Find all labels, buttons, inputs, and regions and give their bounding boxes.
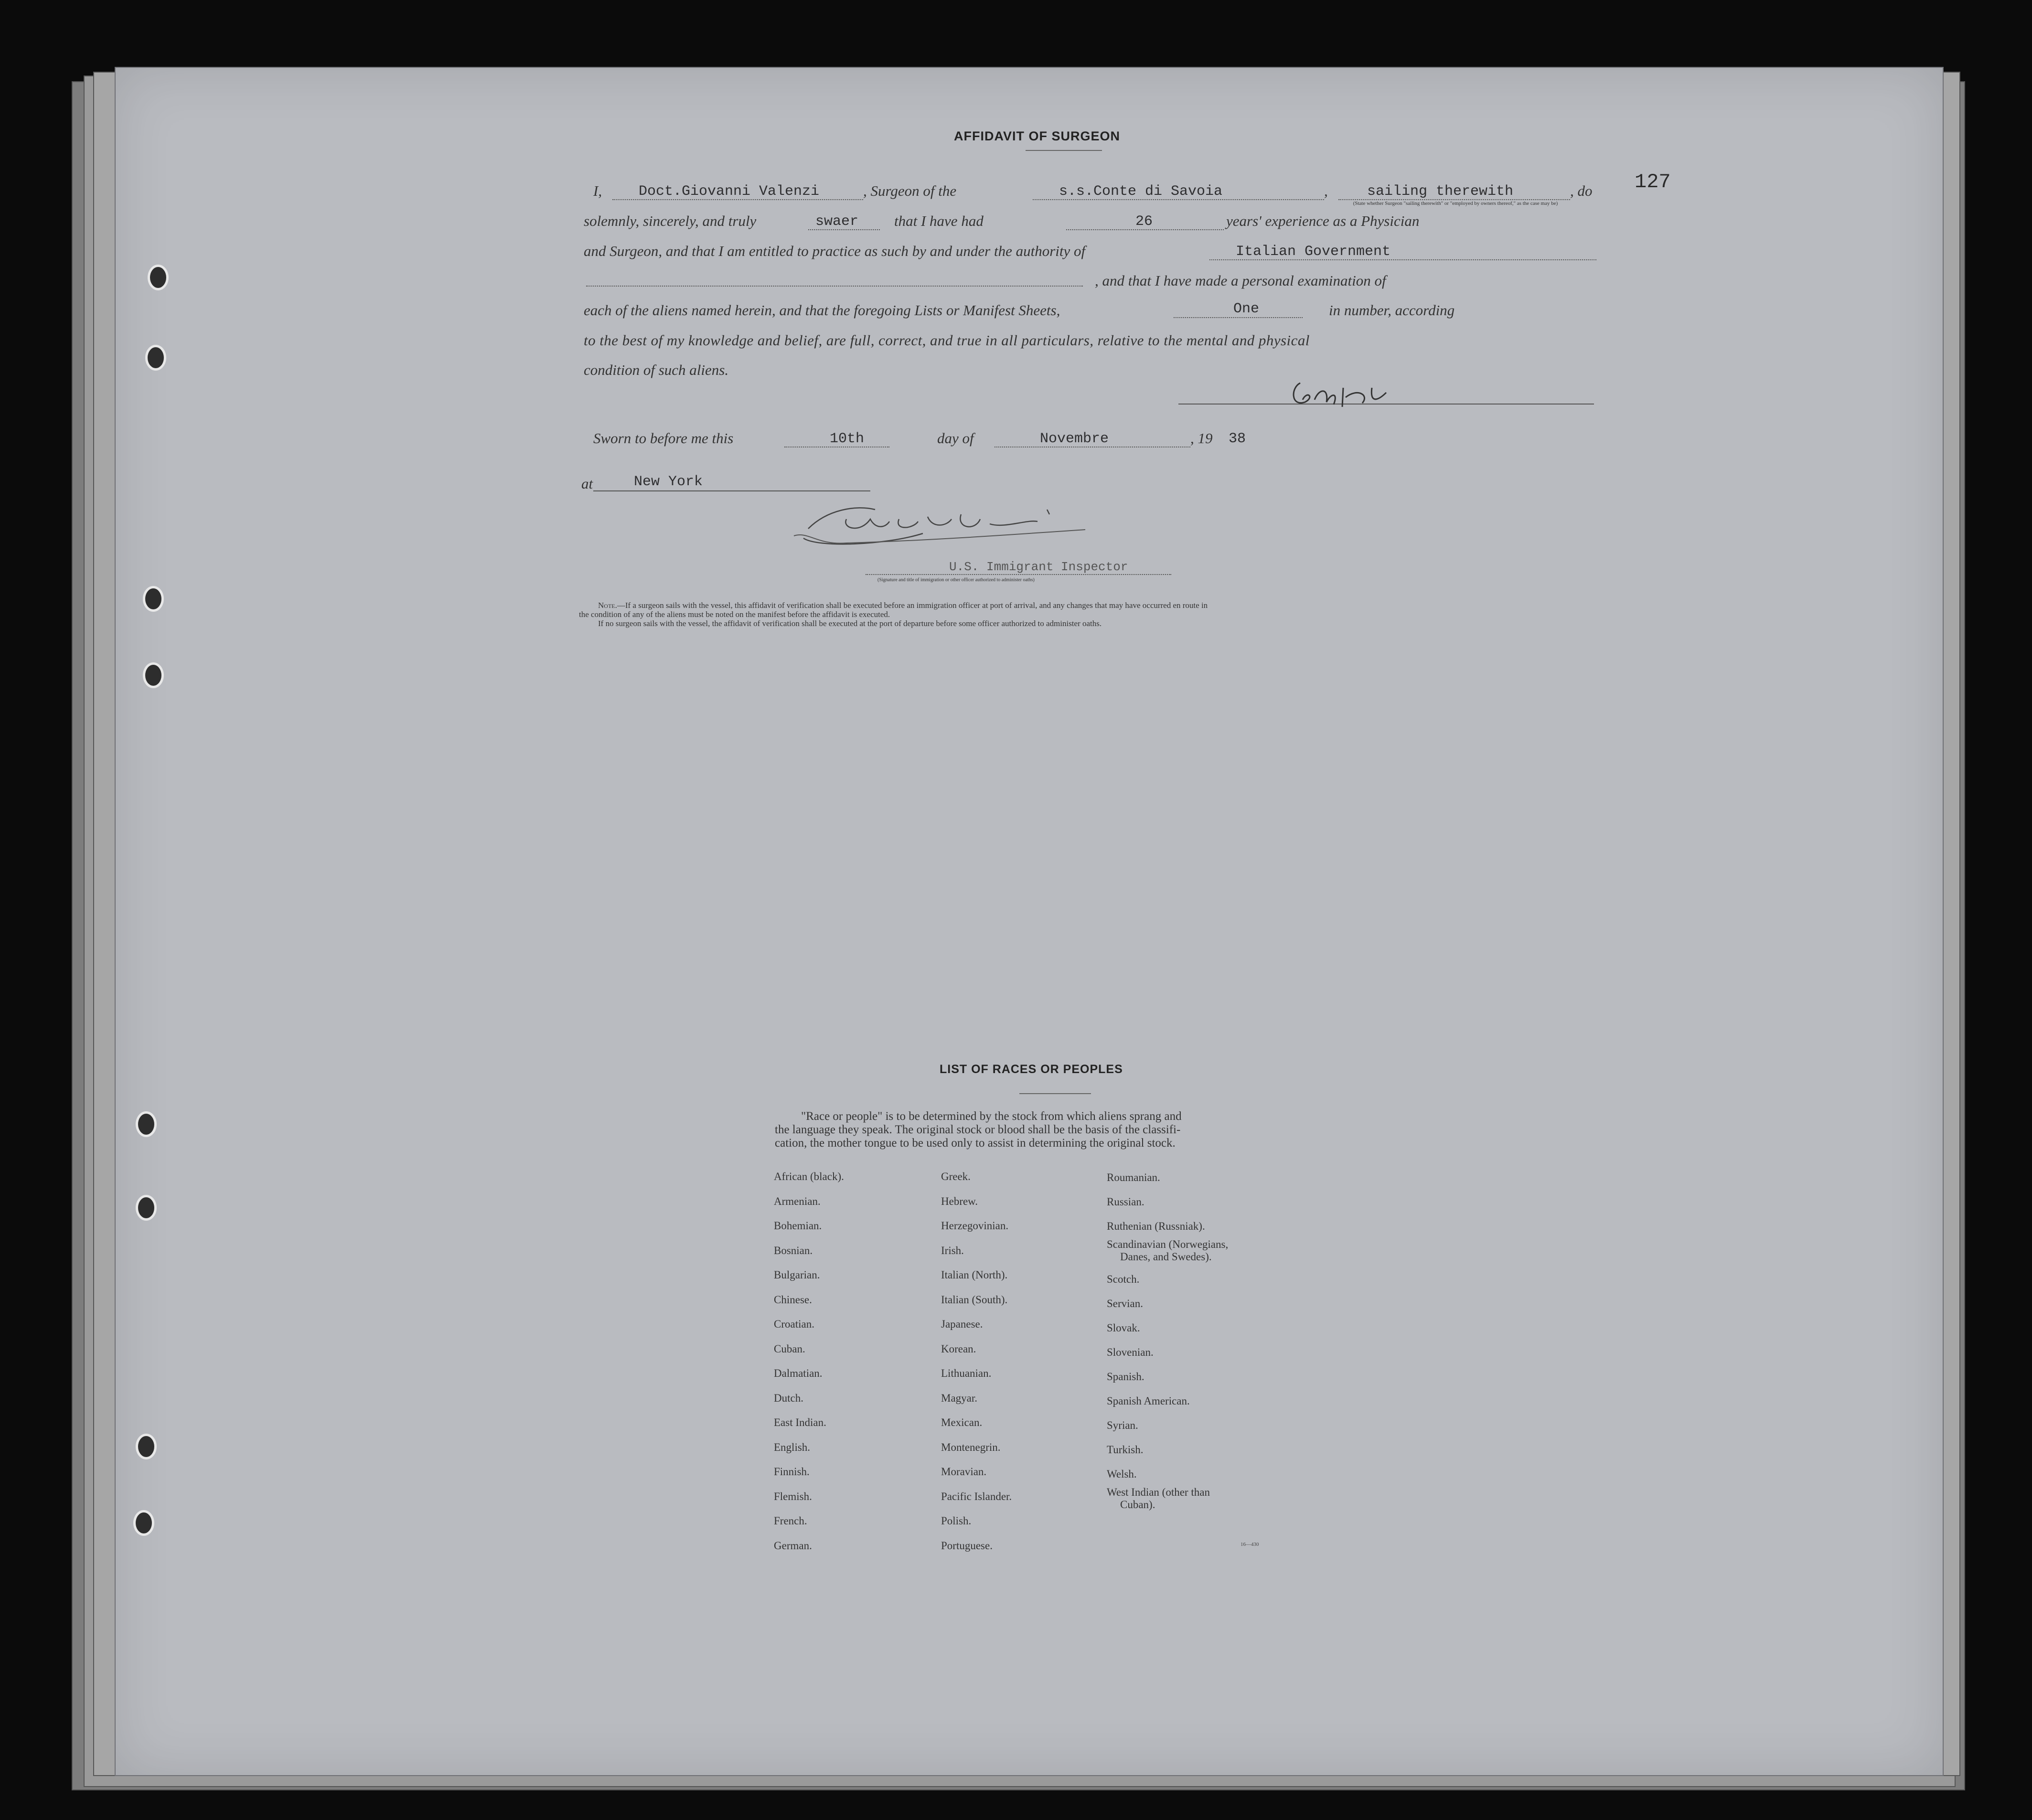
binder-hole-icon bbox=[143, 586, 164, 612]
at-label: at bbox=[581, 475, 593, 492]
race-item: Flemish. bbox=[774, 1490, 812, 1502]
race-item: Korean. bbox=[941, 1342, 976, 1355]
note-line1: —If a surgeon sails with the vessel, this affidavit of verification shall be executed before an immigration officer at port of arrival, and any changes that may have occurred en route in bbox=[617, 601, 1208, 610]
race-item: German. bbox=[774, 1539, 812, 1552]
form-code: 16—430 bbox=[1241, 1542, 1259, 1547]
race-item: African (black). bbox=[774, 1171, 844, 1182]
race-item: Lithuanian. bbox=[941, 1367, 992, 1379]
race-item: Chinese. bbox=[774, 1293, 812, 1306]
sworn-year-field: 38 bbox=[1229, 431, 1246, 447]
binder-hole-icon bbox=[133, 1510, 154, 1536]
sworn-dayof: day of bbox=[937, 430, 974, 447]
race-item: Spanish American. bbox=[1107, 1395, 1190, 1407]
officer-caption: (Signature and title of immigration or other officer authorized to administer oaths) bbox=[877, 577, 1035, 583]
races-column-3 bbox=[1107, 1165, 1228, 1511]
comma-text: , bbox=[1324, 182, 1328, 199]
affidavit-line5-end: in number, according bbox=[1329, 302, 1455, 319]
years-field: 26 bbox=[1135, 213, 1153, 230]
race-item: Russian. bbox=[1107, 1196, 1144, 1208]
race-item: Polish. bbox=[941, 1515, 972, 1527]
note-line3: If no surgeon sails with the vessel, the affidavit of verification shall be executed at the port of departure before some officer authorized to administer oaths. bbox=[598, 619, 1102, 628]
race-item: Danes, and Swedes). bbox=[1120, 1251, 1212, 1263]
race-item: Finnish. bbox=[774, 1466, 810, 1478]
sworn-prefix: Sworn to before me this bbox=[593, 430, 734, 447]
race-item: French. bbox=[774, 1515, 807, 1527]
race-item: Cuban). bbox=[1120, 1499, 1155, 1511]
race-item: Scandinavian (Norwegians, bbox=[1107, 1238, 1229, 1250]
race-item: Italian (South). bbox=[941, 1293, 1008, 1306]
race-item: Dutch. bbox=[774, 1392, 803, 1404]
race-item: Slovak. bbox=[1107, 1322, 1140, 1334]
race-item: Turkish. bbox=[1107, 1444, 1144, 1456]
races-intro-line2: the language they speak. The original stock or blood shall be the basis of the classifi- bbox=[775, 1123, 1181, 1136]
affidavit-line1-prefix: I, bbox=[593, 182, 602, 199]
race-item: Servian. bbox=[1107, 1298, 1144, 1309]
note-line2: the condition of any of the aliens must be noted on the manifest before the affidavit is executed. bbox=[579, 610, 890, 619]
race-item: Italian (North). bbox=[941, 1269, 1008, 1281]
affidavit-line1-end: , do bbox=[1570, 182, 1593, 199]
race-item: Herzegovinian. bbox=[941, 1220, 1009, 1232]
race-item: Moravian. bbox=[941, 1466, 987, 1478]
race-item: Armenian. bbox=[774, 1195, 821, 1207]
races-title: LIST OF RACES OR PEOPLES bbox=[940, 1063, 1123, 1076]
officer-signature bbox=[789, 500, 1100, 553]
surgeon-signature bbox=[1286, 373, 1401, 416]
affidavit-title: AFFIDAVIT OF SURGEON bbox=[954, 129, 1120, 143]
affidavit-line2-prefix: solemnly, sincerely, and truly bbox=[584, 213, 757, 229]
affidavit-line4-end: , and that I have made a personal examination of bbox=[1095, 272, 1386, 289]
affidavit-note bbox=[579, 601, 1596, 628]
officer-title-field: U.S. Immigrant Inspector bbox=[949, 560, 1128, 574]
affidavit-line5-prefix: each of the aliens named herein, and that the foregoing Lists or Manifest Sheets, bbox=[584, 302, 1060, 319]
binder-hole-icon bbox=[148, 265, 169, 290]
race-item: Mexican. bbox=[941, 1416, 983, 1428]
binder-hole-icon bbox=[136, 1111, 157, 1137]
race-item: Syrian. bbox=[1107, 1419, 1138, 1431]
affidavit-line2-end: years' experience as a Physician bbox=[1226, 213, 1420, 229]
binder-hole-icon bbox=[136, 1434, 157, 1459]
race-item: Montenegrin. bbox=[941, 1441, 1001, 1453]
race-item: Roumanian. bbox=[1107, 1171, 1160, 1183]
race-item: Irish. bbox=[941, 1244, 964, 1256]
affidavit-line6: to the best of my knowledge and belief, are full, correct, and true in all particulars, relative to the mental and physical bbox=[584, 332, 1310, 349]
race-item: Dalmatian. bbox=[774, 1367, 823, 1379]
oath-word-field: swaer bbox=[815, 213, 859, 230]
race-item: Welsh. bbox=[1107, 1468, 1137, 1480]
race-item: Bulgarian. bbox=[774, 1269, 820, 1281]
races-column-2 bbox=[941, 1164, 1012, 1558]
binder-hole-icon bbox=[136, 1195, 157, 1221]
note-label: Note. bbox=[598, 601, 617, 610]
race-item: Greek. bbox=[941, 1171, 971, 1182]
race-item: Bohemian. bbox=[774, 1220, 822, 1232]
sworn-day-field: 10th bbox=[830, 431, 865, 447]
document-page bbox=[115, 67, 1944, 1776]
race-item: English. bbox=[774, 1441, 811, 1453]
surgeon-name-field: Doct.Giovanni Valenzi bbox=[639, 183, 820, 200]
race-item: Hebrew. bbox=[941, 1195, 978, 1207]
authority-field: Italian Government bbox=[1236, 244, 1391, 260]
vessel-name-field: s.s.Conte di Savoia bbox=[1059, 183, 1223, 200]
page-number: 127 bbox=[1635, 170, 1671, 193]
race-item: Cuban. bbox=[774, 1342, 805, 1355]
races-intro-line3: cation, the mother tongue to be used only to assist in determining the original stock. bbox=[775, 1137, 1176, 1149]
binder-hole-icon bbox=[143, 662, 164, 688]
sheets-count-field: One bbox=[1233, 301, 1260, 317]
affidavit-line2-mid: that I have had bbox=[894, 213, 984, 229]
at-place-field: New York bbox=[634, 474, 703, 490]
race-item: Pacific Islander. bbox=[941, 1490, 1012, 1502]
sworn-year-prefix: , 19 bbox=[1190, 430, 1213, 447]
race-item: East Indian. bbox=[774, 1416, 826, 1428]
race-item: West Indian (other than bbox=[1107, 1486, 1210, 1498]
sailing-status-field: sailing therewith bbox=[1367, 183, 1514, 200]
sailing-status-caption: (State whether Surgeon "sailing therewith" or "employed by owners thereof," as the case may be) bbox=[1353, 201, 1558, 206]
race-item: Portuguese. bbox=[941, 1539, 993, 1552]
sworn-month-field: Novembre bbox=[1040, 431, 1109, 447]
race-item: Spanish. bbox=[1107, 1371, 1144, 1383]
race-item: Ruthenian (Russniak). bbox=[1107, 1220, 1205, 1232]
races-intro bbox=[775, 1110, 1272, 1150]
race-item: Croatian. bbox=[774, 1318, 814, 1330]
race-item: Magyar. bbox=[941, 1392, 978, 1404]
race-item: Japanese. bbox=[941, 1318, 983, 1330]
binder-hole-icon bbox=[145, 345, 166, 371]
affidavit-line7: condition of such aliens. bbox=[584, 362, 729, 378]
affidavit-line1-mid: , Surgeon of the bbox=[863, 182, 957, 199]
affidavit-line3-prefix: and Surgeon, and that I am entitled to practice as such by and under the authority of bbox=[584, 243, 1086, 259]
race-item: Slovenian. bbox=[1107, 1346, 1154, 1358]
race-item: Bosnian. bbox=[774, 1244, 813, 1256]
races-column-1 bbox=[774, 1164, 844, 1558]
races-intro-line1: "Race or people" is to be determined by the stock from which aliens sprang and bbox=[801, 1110, 1182, 1123]
race-item: Scotch. bbox=[1107, 1273, 1140, 1285]
